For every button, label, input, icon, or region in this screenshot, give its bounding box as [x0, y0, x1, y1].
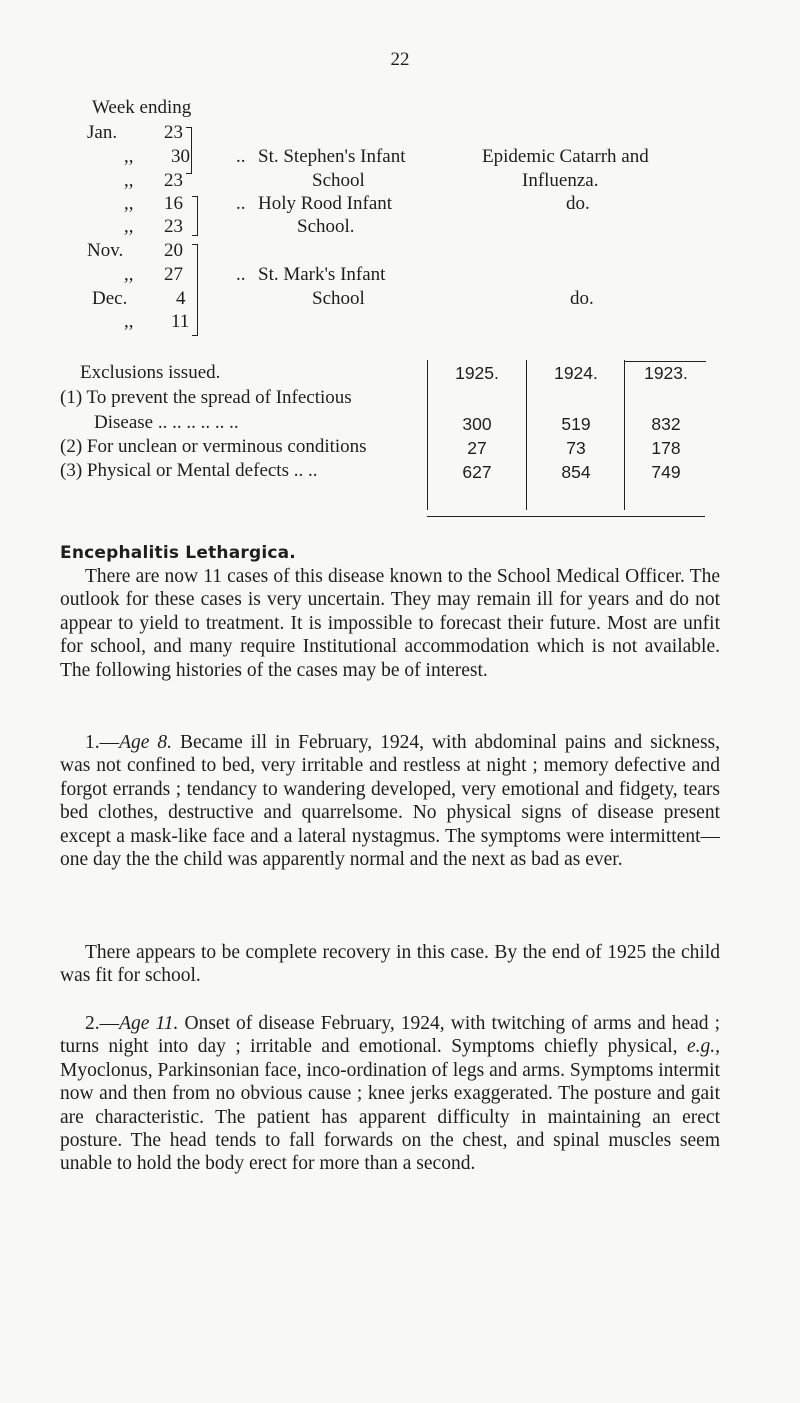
school-name: St. Mark's Infant: [258, 264, 386, 285]
exclusion-value: 300: [462, 414, 492, 434]
exclusion-row-label: (2) For unclean or verminous conditions: [60, 436, 367, 457]
year-header: 1924.: [554, 363, 598, 383]
date-month: Jan.: [87, 122, 118, 143]
date-day: 16: [164, 193, 183, 214]
exclusion-value: 178: [651, 438, 681, 458]
date-day: 11: [171, 311, 190, 332]
case-number: 1.—: [85, 732, 120, 753]
case-text: Onset of disease February, 1924, with twitching of arms and head ; turns night into day ; irritable and emotional. Symptoms chiefly physical,: [60, 1013, 720, 1058]
exclusion-value: 519: [561, 414, 591, 434]
disease-name: do.: [570, 288, 594, 309]
year-header: 1925.: [455, 363, 499, 383]
intro-paragraph: There are now 11 cases of this disease known to the School Medical Officer. The outlook for these cases is very uncertain. They may remain ill for years and do not appear to yield to treatment. It is impossible to forecast their future. Most are unfit for school, and many require Institutional accommodation which is not available. The following histories of the cases may be of interest.: [60, 566, 720, 681]
leader-dots: ..: [236, 193, 246, 214]
case-age: Age 11.: [119, 1013, 179, 1034]
school-name-cont: School: [312, 170, 365, 191]
school-name-cont: School.: [297, 216, 355, 237]
date-month: Nov.: [87, 240, 124, 261]
date-month: ,,: [124, 146, 134, 167]
leader-dots: ..: [236, 264, 246, 285]
date-month: ,,: [124, 170, 134, 191]
year-header: 1923.: [644, 363, 688, 383]
exclusion-value: 27: [467, 438, 487, 458]
case-number: 2.—: [85, 1013, 120, 1034]
exclusion-row-label: (1) To prevent the spread of Infectious: [60, 387, 352, 408]
column-rule: [624, 360, 625, 510]
date-day: 27: [164, 264, 183, 285]
case-text: Became ill in February, 1924, with abdominal pains and sickness, was not confined to bed, very irritable and restless at night ; memory defective and forgot errands ; tendancy to wandering developed, very emotional and fidgety, tears bed clothes, destructive and quarrelsome. No physical signs of disease present except a mask-like face and a lateral nystagmus. The symptoms were intermittent—one day the the child was apparently normal and the next as bad as ever.: [60, 732, 720, 871]
case-2-paragraph: [60, 1012, 720, 1176]
exclusion-value: 854: [561, 462, 591, 482]
date-day: 23: [164, 216, 183, 237]
exclusion-row-label: (3) Physical or Mental defects .. ..: [60, 460, 318, 481]
column-rule: [526, 360, 527, 510]
table-bottom-rule: [427, 516, 705, 517]
case-age: Age 8.: [119, 732, 173, 753]
school-name: Holy Rood Infant: [258, 193, 393, 214]
school-name: St. Stephen's Infant: [258, 146, 406, 167]
column-rule: [427, 360, 428, 510]
bracket-line: [186, 127, 192, 174]
disease-name: Epidemic Catarrh and: [482, 146, 649, 167]
exclusion-value: 832: [651, 414, 681, 434]
date-day: 4: [176, 288, 186, 309]
disease-name: do.: [566, 193, 590, 214]
case-1-outcome: There appears to be complete recovery in this case. By the end of 1925 the child was fit for school.: [60, 942, 720, 987]
disease-name-cont: Influenza.: [522, 170, 599, 191]
date-day: 20: [164, 240, 183, 261]
page-number: 22: [390, 49, 410, 70]
bracket-line: [192, 244, 198, 336]
date-day: 23: [164, 122, 183, 143]
week-ending-header: Week ending: [92, 97, 192, 118]
exclusion-row-label-cont: Disease .. .. .. .. .. ..: [94, 412, 239, 433]
case-abbrev: e.g.,: [686, 1036, 720, 1058]
date-day: 30: [171, 146, 190, 167]
date-month: ,,: [124, 193, 134, 214]
date-month: Dec.: [92, 288, 128, 309]
date-month: ,,: [124, 264, 134, 285]
exclusions-title: Exclusions issued.: [80, 362, 221, 383]
school-name-cont: School: [312, 288, 365, 309]
leader-dots: ..: [236, 146, 246, 167]
bracket-line: [192, 196, 198, 236]
case-text: Myoclonus, Parkinsonian face, inco-ordination of legs and arms. Symptoms intermit now and then from no obvious cause ; knee jerks exaggerated. The posture and gait are characteristic. The patient has apparent difficulty in maintaining an erect posture. The head tends to fall forwards on the chest, and spinal muscles seem unable to hold the body erect for more than a second.: [60, 1059, 720, 1175]
case-1-paragraph: [60, 731, 720, 871]
section-heading: Encephalitis Lethargica.: [60, 543, 296, 563]
date-day: 23: [164, 170, 183, 191]
exclusion-value: 749: [651, 462, 681, 482]
date-month: ,,: [124, 311, 134, 332]
exclusion-value: 73: [566, 438, 586, 458]
exclusion-value: 627: [462, 462, 492, 482]
date-month: ,,: [124, 216, 134, 237]
